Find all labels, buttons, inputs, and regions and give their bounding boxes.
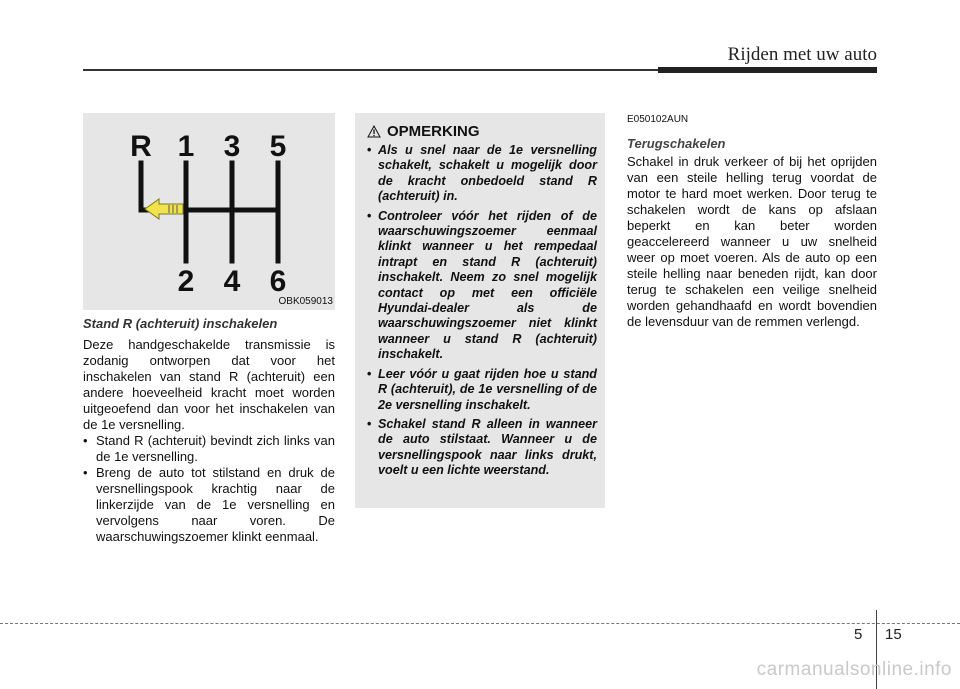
gear-pattern-graphic (83, 113, 335, 310)
watermark: carmanualsonline.info (756, 659, 952, 680)
section-code: E050102AUN (627, 114, 689, 125)
section-subhead: Stand R (achteruit) inschakelen (83, 316, 278, 331)
section-intro: Deze handgeschakelde transmissie is zodanig ontworpen dat voor het inschakelen van stand R (achteruit) een andere hoeveelheid kracht moet worden uitgeoefend dan voor het inschakelen van de 1e versnelling. (83, 337, 335, 432)
warning-triangle-icon (367, 125, 381, 138)
gear-label-4: 4 (223, 265, 241, 298)
footer-dashed-rule (0, 623, 960, 624)
list-item: • Schakel stand R alleen in wanneer de auto stilstaat. Wanneer u de versnellingspook naar links drukt, voelt u een lichte weerstand. (365, 417, 597, 479)
section-subhead: Terugschakelen (627, 136, 726, 151)
page-number: 15 (885, 626, 902, 643)
gear-label-3: 3 (223, 130, 241, 163)
figure-code: OBK059013 (278, 296, 333, 307)
notice-title (365, 123, 597, 140)
list-item: • Breng de auto tot stilstand en druk de versnellingspook krachtig naar de linkerzijde van de 1e versnelling en vervolgens naar voren. De waarschuwingszoemer klinkt eenmaal. (83, 465, 335, 545)
gear-label-5: 5 (269, 130, 287, 163)
notice-box (355, 113, 605, 508)
list-item: • Leer vóór u gaat rijden hoe u stand R (achteruit), de 1e versnelling of de 2e versnelling inschakelt. (365, 367, 597, 413)
gear-shift-diagram (83, 113, 335, 310)
section-bullets (83, 433, 335, 545)
page-header-title: Rijden met uw auto (727, 44, 877, 65)
gear-label-2: 2 (177, 265, 195, 298)
list-item: • Stand R (achteruit) bevindt zich links van de 1e versnelling. (83, 433, 335, 465)
notice-title-text: OPMERKING (387, 123, 480, 140)
gear-label-6: 6 (269, 265, 287, 298)
chapter-number: 5 (854, 626, 863, 643)
push-left-arrow-icon (145, 199, 183, 219)
gear-label-r: R (130, 130, 152, 163)
section-body: Schakel in druk verkeer of bij het oprijden van een steile helling terug voordat de motor te hard moet werken. Door terug te schakelen wordt de kans op afslaan beperkt en kan beter worden geaccelereerd wanneer u uw snelheid weer op moet voeren. Als de auto op een steile helling naar beneden rijdt, kan door terug te schakelen een veilige snelheid worden gehandhaafd en wordt bovendien de levensduur van de remmen verlengd. (627, 154, 877, 329)
header-accent-bar (658, 67, 877, 73)
downshift-section (627, 112, 877, 330)
gear-label-1: 1 (177, 130, 195, 163)
notice-list (365, 143, 597, 479)
list-item: • Als u snel naar de 1e versnelling schakelt, schakelt u mogelijk door de kracht onbedoeld stand R (achteruit) in. (365, 143, 597, 205)
list-item: • Controleer vóór het rijden of de waarschuwingszoemer eenmaal klinkt wanneer u het rempedaal intrapt en stand R (achteruit) inschakelt. Neem zo snel mogelijk contact op met een officiële Hyundai-dealer als de waarschuwingszoemer niet klinkt wanneer u stand R (achteruit) inschakelt. (365, 209, 597, 363)
reverse-gear-section (83, 316, 335, 545)
